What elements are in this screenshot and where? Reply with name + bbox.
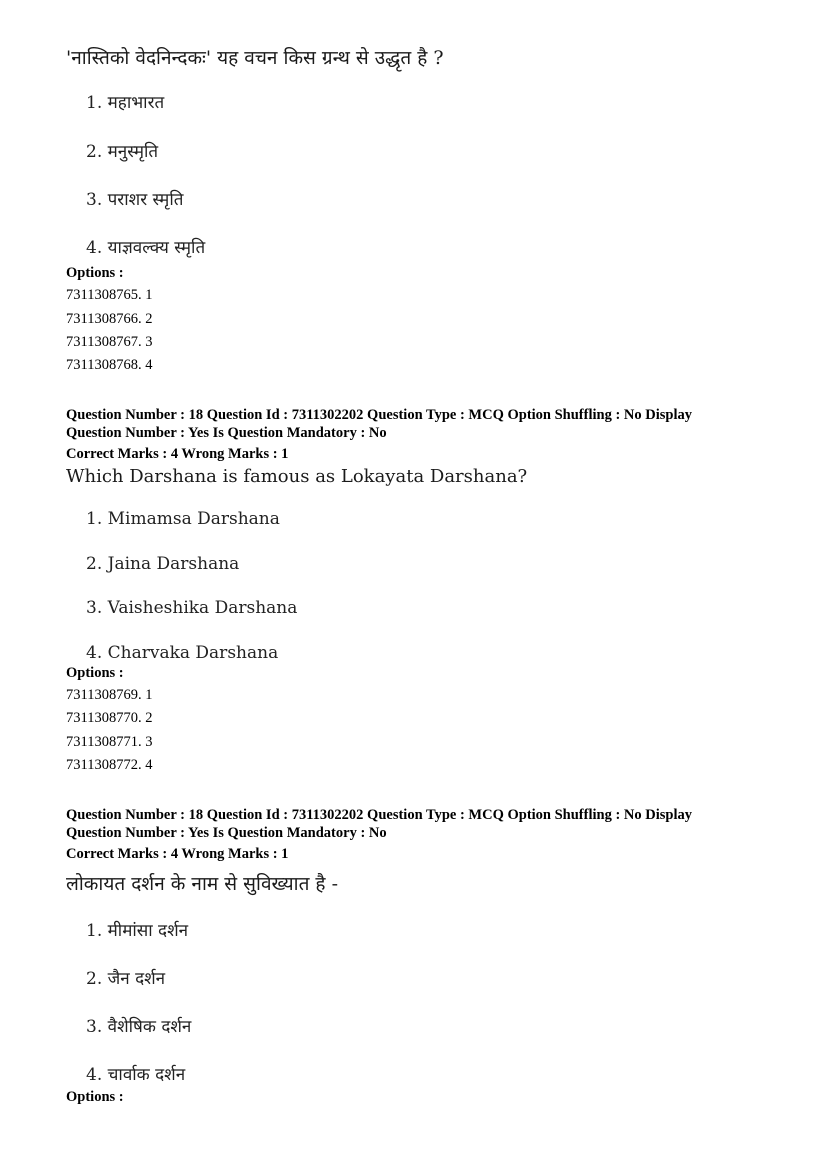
marks-line: Correct Marks : 4 Wrong Marks : 1 xyxy=(66,846,289,862)
choice-3: 3. पराशर स्मृति xyxy=(86,190,184,210)
choice-2: 2. जैन दर्शन xyxy=(86,969,166,989)
option-id: 7311308765. 1 xyxy=(66,287,153,303)
options-label: Options : xyxy=(66,1089,124,1105)
question-text: 'नास्तिको वेदनिन्दकः' यह वचन किस ग्रन्थ से उद्धृत है ? xyxy=(66,47,444,69)
option-id: 7311308770. 2 xyxy=(66,710,153,726)
question-text: लोकायत दर्शन के नाम से सुविख्यात है - xyxy=(66,873,338,895)
options-label: Options : xyxy=(66,265,124,281)
question-meta-line: Question Number : Yes Is Question Mandatory : No xyxy=(66,425,387,441)
choice-4: 4. याज्ञवल्क्य स्मृति xyxy=(86,238,206,258)
choice-1: 1. महाभारत xyxy=(86,93,165,113)
question-meta-line: Question Number : 18 Question Id : 7311302202 Question Type : MCQ Option Shuffling : No Display xyxy=(66,807,692,823)
choice-2: 2. Jaina Darshana xyxy=(86,554,240,574)
choice-3: 3. Vaisheshika Darshana xyxy=(86,598,298,618)
choice-2: 2. मनुस्मृति xyxy=(86,142,159,162)
option-id: 7311308771. 3 xyxy=(66,734,153,750)
question-meta-line: Question Number : Yes Is Question Mandatory : No xyxy=(66,825,387,841)
option-id: 7311308768. 4 xyxy=(66,357,153,373)
choice-3: 3. वैशेषिक दर्शन xyxy=(86,1017,192,1037)
choice-1: 1. Mimamsa Darshana xyxy=(86,509,280,529)
option-id: 7311308766. 2 xyxy=(66,311,153,327)
option-id: 7311308767. 3 xyxy=(66,334,153,350)
marks-line: Correct Marks : 4 Wrong Marks : 1 xyxy=(66,446,289,462)
question-meta-line: Question Number : 18 Question Id : 7311302202 Question Type : MCQ Option Shuffling : No Display xyxy=(66,407,692,423)
choice-1: 1. मीमांसा दर्शन xyxy=(86,921,189,941)
option-id: 7311308769. 1 xyxy=(66,687,153,703)
options-label: Options : xyxy=(66,665,124,681)
question-text: Which Darshana is famous as Lokayata Darshana? xyxy=(66,466,528,487)
choice-4: 4. Charvaka Darshana xyxy=(86,643,279,663)
option-id: 7311308772. 4 xyxy=(66,757,153,773)
choice-4: 4. चार्वाक दर्शन xyxy=(86,1065,186,1085)
